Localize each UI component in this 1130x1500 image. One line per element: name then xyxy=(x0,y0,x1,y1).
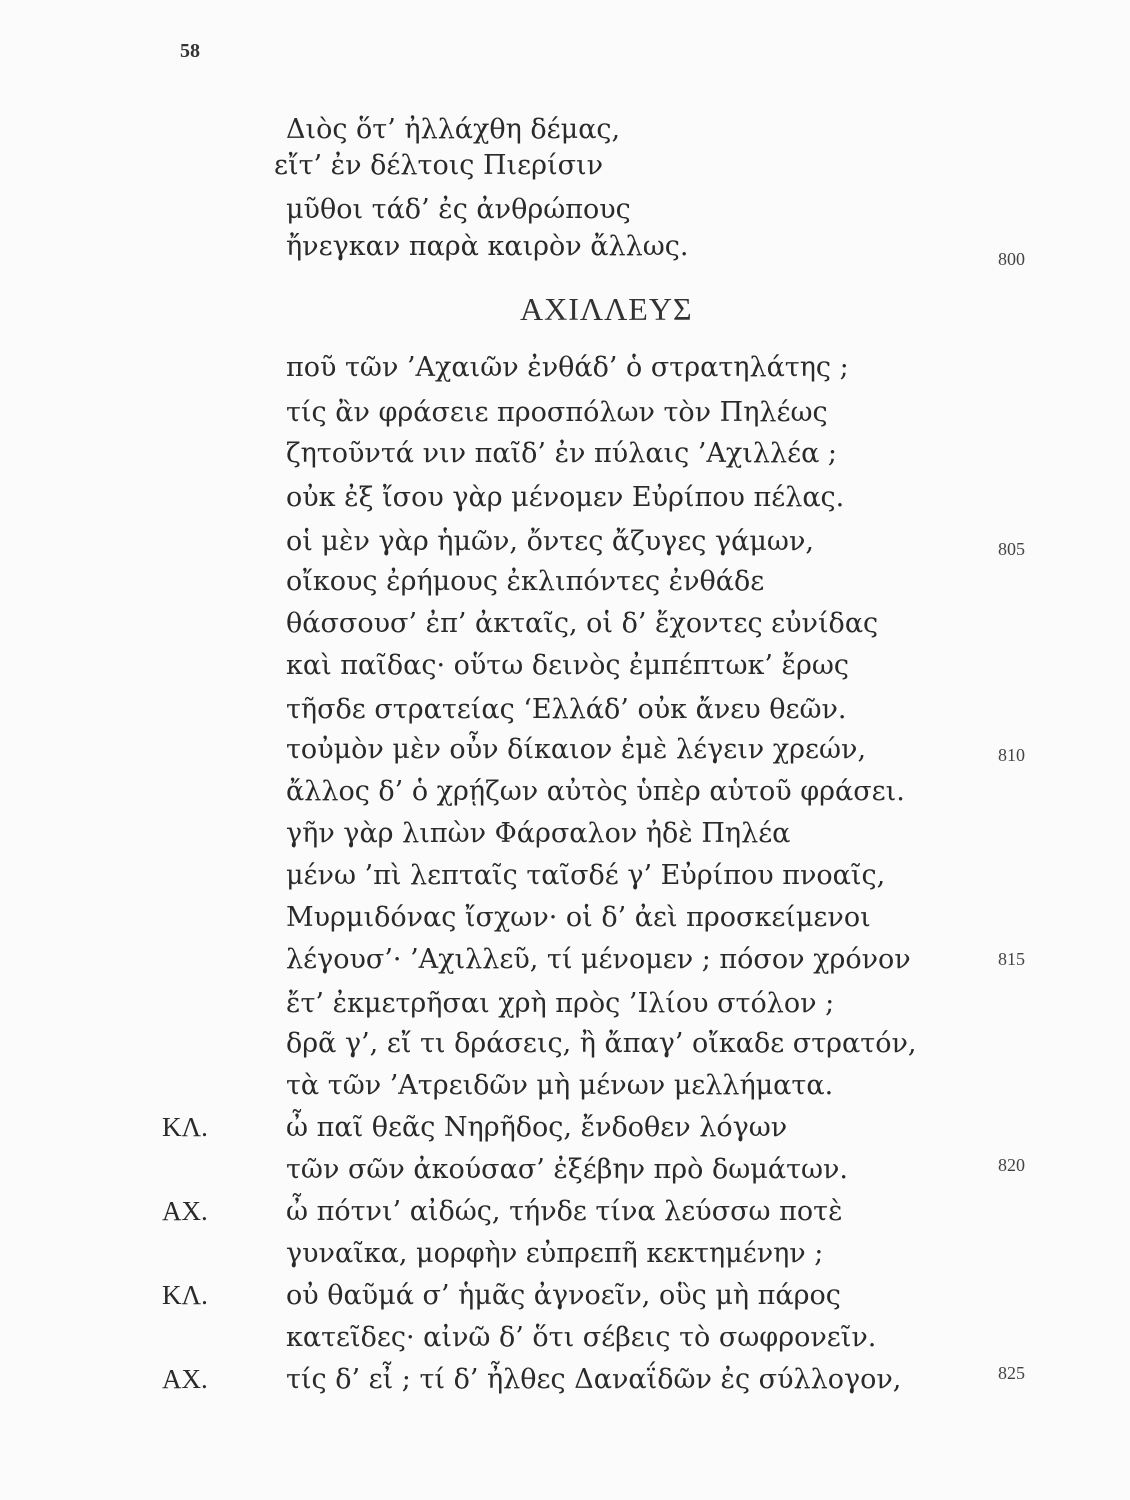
speaker-heading: ΑΧΙΛΛΕΥΣ xyxy=(520,291,693,327)
verse-line: οἱ μὲν γὰρ ἡμῶν, ὄντες ἄζυγες γάμων, xyxy=(286,526,814,557)
verse-line: ζητοῦντά νιν παῖδ’ ἐν πύλαις ’Αχιλλέα ; xyxy=(286,438,837,469)
verse-line: ὦ πότνι’ αἰδώς, τήνδε τίνα λεύσσω ποτὲ xyxy=(286,1196,843,1227)
verse-line: Διὸς ὅτ’ ἠλλάχθη δέμας, xyxy=(286,114,621,145)
verse-line: οὐ θαῦμά σ’ ἡμᾶς ἀγνοεῖν, οὓς μὴ πάρος xyxy=(286,1280,841,1311)
verse-line: μῦθοι τάδ’ ἐς ἀνθρώπους xyxy=(286,194,631,225)
verse-line: λέγουσ’· ’Αχιλλεῦ, τί μένομεν ; πόσον χρόνον xyxy=(286,944,911,975)
line-number: 805 xyxy=(998,539,1025,559)
verse-line: οὐκ ἐξ ἴσου γὰρ μένομεν Εὐρίπου πέλας. xyxy=(286,482,845,513)
line-number: 810 xyxy=(998,745,1025,765)
verse-line: τῆσδε στρατείας ‘Ελλάδ’ οὐκ ἄνευ θεῶν. xyxy=(286,694,847,725)
verse-line: τίς ἂν φράσειε προσπόλων τὸν Πηλέως xyxy=(286,397,828,428)
verse-line: δρᾶ γ’, εἴ τι δράσεις, ἢ ἄπαγ’ οἴκαδε στρατόν, xyxy=(286,1028,917,1059)
verse-line: θάσσουσ’ ἐπ’ ἀκταῖς, οἱ δ’ ἔχοντες εὐνίδας xyxy=(286,608,879,639)
line-number: 800 xyxy=(998,249,1025,269)
line-number: 820 xyxy=(998,1155,1025,1175)
verse-line: τῶν σῶν ἀκούσασ’ ἐξέβην πρὸ δωμάτων. xyxy=(286,1154,849,1185)
verse-line: ἔτ’ ἐκμετρῆσαι χρὴ πρὸς ’Ιλίου στόλον ; xyxy=(286,988,835,1019)
verse-line: γῆν γὰρ λιπὼν Φάρσαλον ἠδὲ Πηλέα xyxy=(286,818,791,849)
line-number: 825 xyxy=(998,1363,1025,1383)
verse-line: καὶ παῖδας· οὕτω δεινὸς ἐμπέπτωκ’ ἔρως xyxy=(286,650,850,681)
speaker-label: ΑΧ. xyxy=(162,1364,208,1394)
speaker-label: ΚΛ. xyxy=(162,1112,208,1142)
verse-line: Μυρμιδόνας ἴσχων· οἱ δ’ ἀεὶ προσκείμενοι xyxy=(286,902,871,933)
verse-line: τίς δ’ εἶ ; τί δ’ ἦλθες Δαναΐδῶν ἐς σύλλογον, xyxy=(286,1364,902,1395)
line-number: 815 xyxy=(998,949,1025,969)
speaker-label: ΚΛ. xyxy=(162,1280,208,1310)
verse-line: οἴκους ἐρήμους ἐκλιπόντες ἐνθάδε xyxy=(286,566,765,597)
verse-line: εἴτ’ ἐν δέλτοις Πιερίσιν xyxy=(274,150,604,181)
verse-line: γυναῖκα, μορφὴν εὐπρεπῆ κεκτημένην ; xyxy=(286,1238,824,1269)
verse-line: τοὐμὸν μὲν οὖν δίκαιον ἐμὲ λέγειν χρεών, xyxy=(286,734,867,765)
verse-line: κατεῖδες· αἰνῶ δ’ ὅτι σέβεις τὸ σωφρονεῖν. xyxy=(286,1322,877,1353)
verse-line: ἤνεγκαν παρὰ καιρὸν ἄλλως. xyxy=(286,231,689,262)
verse-line: ποῦ τῶν ’Αχαιῶν ἐνθάδ’ ὁ στρατηλάτης ; xyxy=(286,352,849,383)
verse-line: μένω ’πὶ λεπταῖς ταῖσδέ γ’ Εὐρίπου πνοαῖς, xyxy=(286,860,886,891)
speaker-label: ΑΧ. xyxy=(162,1196,208,1226)
verse-line: τὰ τῶν ’Ατρειδῶν μὴ μένων μελλήματα. xyxy=(286,1070,834,1101)
verse-line: ἄλλος δ’ ὁ χρῄζων αὐτὸς ὑπὲρ αὑτοῦ φράσει. xyxy=(286,776,905,807)
page-number: 58 xyxy=(180,40,200,62)
verse-line: ὦ παῖ θεᾶς Νηρῆδος, ἔνδοθεν λόγων xyxy=(286,1112,788,1143)
